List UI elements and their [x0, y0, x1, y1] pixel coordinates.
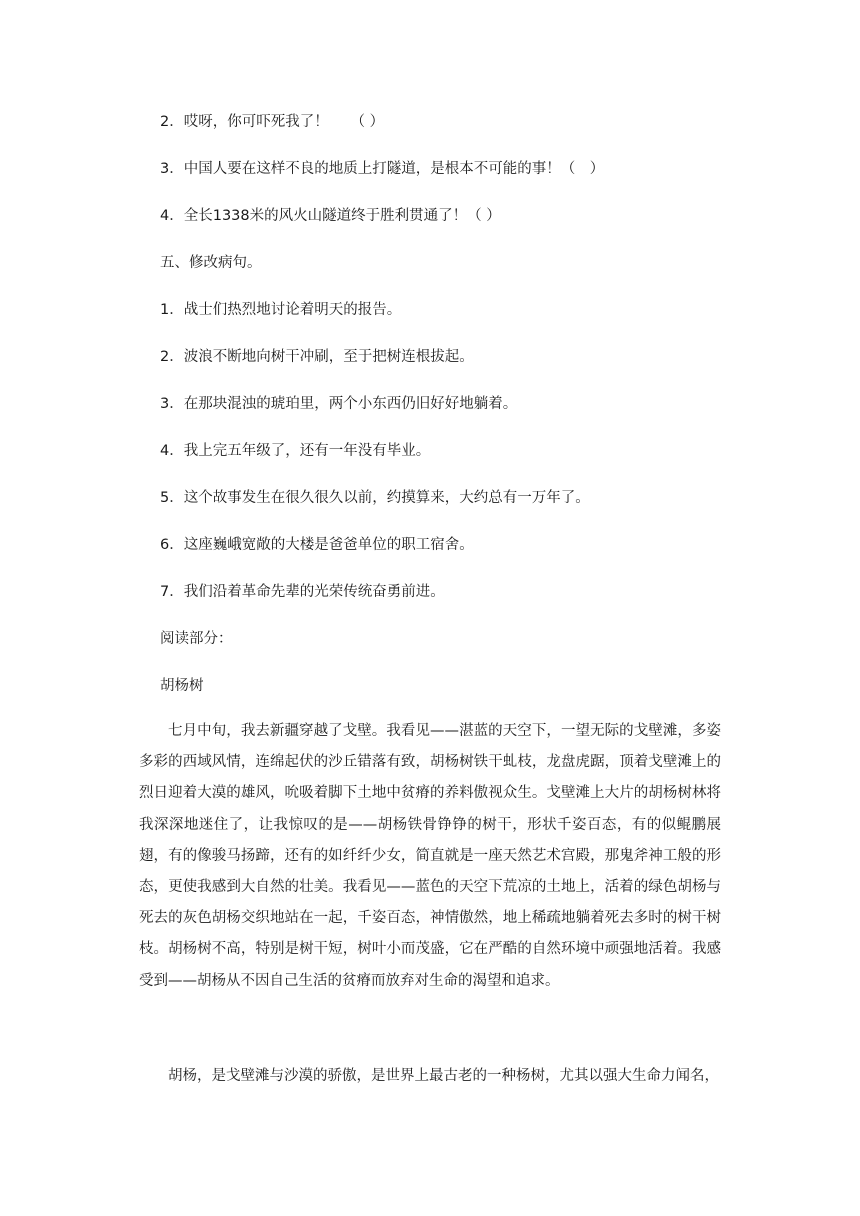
exercise-item: 4．我上完五年级了，还有一年没有毕业。: [160, 443, 431, 459]
exercise-item: 5．这个故事发生在很久很久以前，约摸算来，大约总有一万年了。: [160, 490, 590, 506]
section-heading: 五、修改病句。: [160, 255, 262, 271]
exercise-item: 6．这座巍峨宽敞的大楼是爸爸单位的职工宿舍。: [160, 537, 474, 553]
exercise-item: 7．我们沿着革命先辈的光荣传统奋勇前进。: [160, 584, 445, 600]
passage-paragraph: 胡杨，是戈壁滩与沙漠的骄傲，是世界上最古老的一种杨树，尤其以强大生命力闻名，: [168, 1068, 719, 1084]
exercise-item: 2．波浪不断地向树干冲刷，至于把树连根拔起。: [160, 349, 474, 365]
exercise-item: 3．中国人要在这样不良的地质上打隧道，是根本不可能的事！（ ）: [160, 161, 605, 177]
passage-paragraph: 七月中旬，我去新疆穿越了戈壁。我看见——湛蓝的天空下，一望无际的戈壁滩，多姿多彩的西域风情，连绵起伏的沙丘错落有致，胡杨树铁干虬枝，龙盘虎踞，顶着戈壁滩上的烈日迎着大漠的雄风，吮吸着脚下土地中贫瘠的养料傲视众生。戈壁滩上大片的胡杨树林将我深深地迷住了，让我惊叹的是——胡杨铁骨铮铮的树干，形状千姿百态，有的似鲲鹏展翅，有的像骏马扬蹄，还有的如纤纤少女，简直就是一座天然艺术宫殿，那鬼斧神工般的形态，更使我感到大自然的壮美。我看见——蓝色的天空下荒凉的土地上，活着的绿色胡杨与死去的灰色胡杨交织地站在一起，千姿百态，神情傲然，地上稀疏地躺着死去多时的树干树枝。胡杨树不高，特别是树干短，树叶小而茂盛，它在严酷的自然环境中顽强地活着。我感受到——胡杨从不因自己生活的贫瘠而放弃对生命的渴望和追求。: [139, 723, 721, 989]
exercise-item: 4．全长1338米的风火山隧道终于胜利贯通了！（ ）: [160, 208, 501, 224]
passage-title: 胡杨树: [160, 678, 204, 694]
reading-heading: 阅读部分：: [160, 631, 233, 647]
exercise-item: 3．在那块混浊的琥珀里，两个小东西仍旧好好地躺着。: [160, 396, 518, 412]
exercise-item: 1．战士们热烈地讨论着明天的报告。: [160, 302, 402, 318]
exercise-item: 2．哎呀，你可吓死我了！ （ ）: [160, 114, 385, 130]
